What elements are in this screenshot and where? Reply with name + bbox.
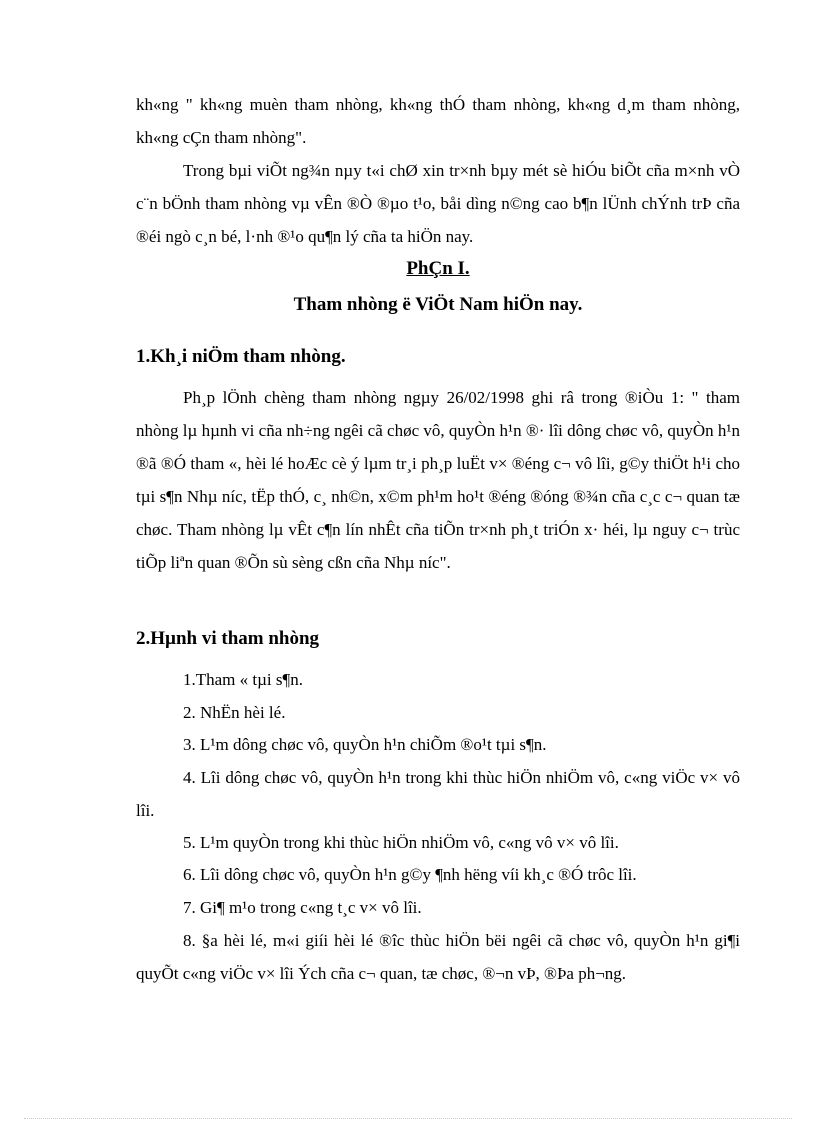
section-1-body: Ph¸p lÖnh chèng tham nhòng ngµy 26/02/1998 ghi râ trong ®iÒu 1: " tham nhòng lµ hµnh vi cña nh÷ng ngêi cã chøc vô, quyÒn h¹n ®· lîi dông chøc vô, quyÒn h¹n ®ã ®Ó tham «, hèi lé hoÆc cè ý lµm tr¸i ph¸p luËt v× ®éng c¬ vô lîi, g©y thiÖt h¹i cho tµi s¶n Nhµ níc, tËp thÓ, c¸ nh©n, x©m ph¹m ho¹t ®éng ®óng ®¾n cña c¸c c¬ quan tæ chøc. Tham nhòng lµ vÊt c¶n lín nhÊt cña tiÕn tr×nh ph¸t triÓn x· héi, lµ nguy c¬ trùc tiÕp liªn quan ®Õn sù sèng cßn cña Nhµ níc". (136, 388, 740, 572)
page-bottom-rule (24, 1118, 792, 1119)
section-1-heading: 1.Kh¸i niÖm tham nhòng. (136, 346, 346, 367)
part-title: Tham nhòng ë ViÖt Nam hiÖn nay. (293, 294, 583, 315)
intro-paragraph: Trong bµi viÕt ng¾n nµy t«i chØ xin tr×nh bµy mét sè hiÓu biÕt cña m×nh vÒ c¨n bÖnh tham nhòng vµ vÊn ®Ò ®µo t¹o, båi dìng n©ng cao b¶n lÜnh chÝnh trÞ cña ®éi ngò c¸n bé, l·nh ®¹o qu¶n lý cña ta hiÖn nay. (136, 161, 740, 246)
list-item: 6. Lîi dông chøc vô, quyÒn h¹n g©y ¶nh hëng víi kh¸c ®Ó trôc lîi. (183, 865, 637, 884)
list-item: 4. Lîi dông chøc vô, quyÒn h¹n trong khi thùc hiÖn nhiÖm vô, c«ng viÖc v× vô lîi. (136, 768, 740, 820)
list-item: 8. §a hèi lé, m«i giíi hèi lé ®îc thùc hiÖn bëi ngêi cã chøc vô, quyÒn h¹n gi¶i quyÕt c«ng viÖc v× lîi Ých cña c¬ quan, tæ chøc, ®¬n vÞ, ®Þa ph¬ng. (136, 931, 740, 983)
list-item: 5. L¹m quyÒn trong khi thùc hiÖn nhiÖm vô, c«ng vô v× vô lîi. (183, 833, 619, 852)
list-item: 7. Gi¶ m¹o trong c«ng t¸c v× vô lîi. (183, 898, 422, 917)
list-item: 2. NhËn hèi lé. (183, 703, 286, 722)
intro-paragraph-continuation: kh«ng " kh«ng muèn tham nhòng, kh«ng thÓ tham nhòng, kh«ng d¸m tham nhòng, kh«ng cÇn tham nhòng". (136, 95, 740, 147)
list-item: 1.Tham « tµi s¶n. (183, 670, 303, 689)
part-label: PhÇn I. (406, 258, 470, 279)
section-2-heading: 2.Hµnh vi tham nhòng (136, 628, 320, 649)
list-item: 3. L¹m dông chøc vô, quyÒn h¹n chiÕm ®o¹t tµi s¶n. (183, 735, 547, 754)
